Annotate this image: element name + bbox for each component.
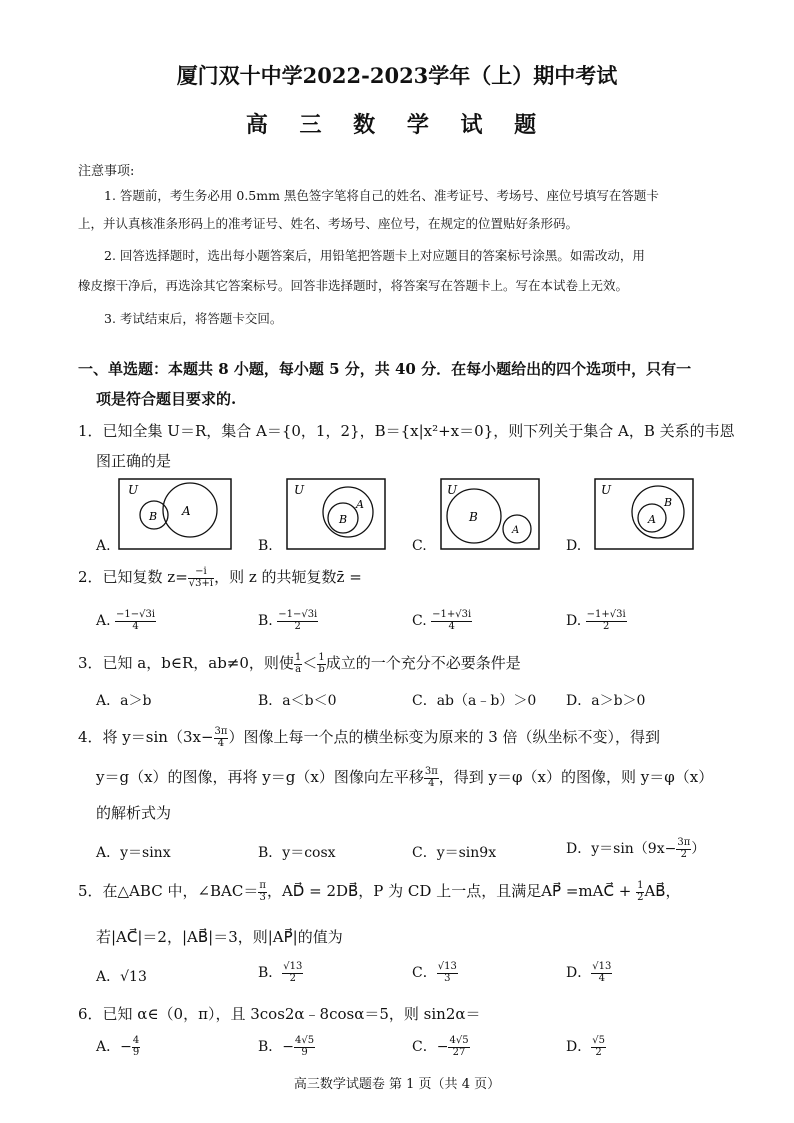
q6-c-den: 27 <box>452 1046 466 1058</box>
venn-c-u-label: U <box>447 483 458 497</box>
q3-stem <box>78 652 521 675</box>
q2-a-num: −1−√3i <box>116 609 156 620</box>
venn-diagram-b <box>286 478 386 550</box>
q2-stem <box>78 566 362 589</box>
exam-title: 厦门双十中学2022-2023学年（上）期中考试 <box>176 63 618 88</box>
venn-diagram-a <box>118 478 232 550</box>
q5-option-a-label: A． <box>96 969 121 985</box>
venn-b-b-label: B <box>339 513 348 526</box>
q6-option-d-fraction <box>591 1036 606 1058</box>
venn-c-b-label: B <box>469 510 478 524</box>
q4-option-b: B．y＝cosx <box>258 845 336 861</box>
q4-d-num: 3π <box>677 837 691 848</box>
q2-a-den: 4 <box>132 620 139 632</box>
q6-option-b-label: B．− <box>258 1039 295 1055</box>
q2-option-c <box>412 610 472 632</box>
q3-frac-2 <box>317 653 325 675</box>
q2-option-a <box>96 610 156 632</box>
q2-option-d-fraction <box>586 610 627 632</box>
q3-f1-den: a <box>295 663 302 675</box>
q4-line-1b: ）图像上每一个点的横坐标变为原来的 3 倍（纵坐标不变），得到 <box>228 728 661 746</box>
q4-frac-2 <box>424 767 439 789</box>
q5-option-c <box>412 962 458 984</box>
q6-a-num: 4 <box>132 1035 140 1046</box>
q5-f1-num: π <box>259 880 266 891</box>
q6-d-num: √5 <box>592 1035 605 1046</box>
venn-d-a-label: A <box>648 513 656 526</box>
notice-heading: 注意事项: <box>78 164 135 179</box>
q1-option-b-label: B. <box>258 538 273 554</box>
venn-d-b-label: B <box>664 496 673 509</box>
q5-line-1b: ，AD⃗ = 2DB⃗，P 为 CD 上一点，且满足AP⃗ =mAC⃗ + <box>266 882 637 900</box>
q5-option-d-fraction <box>591 962 612 984</box>
q4-line-1 <box>78 726 660 749</box>
q6-option-a-label: A．− <box>96 1039 132 1055</box>
q2-option-c-label: C. <box>412 613 427 629</box>
q3-f2-num: 1 <box>318 652 325 663</box>
q6-option-d-label: D． <box>566 1039 592 1055</box>
q5-f2-den: 2 <box>637 891 644 903</box>
q6-option-a <box>96 1036 140 1058</box>
q2-option-d <box>566 610 627 632</box>
q6-option-b <box>258 1036 315 1058</box>
q1-option-c-label: C. <box>412 538 427 554</box>
notice-line-2: 上，并认真核准条形码上的准考证号、姓名、考场号、座位号，在规定的位置贴好条形码。 <box>78 216 579 231</box>
q5-f1-den: 3 <box>259 891 266 903</box>
q2-d-num: −1+√3i <box>586 609 626 620</box>
q2-c-den: 4 <box>448 620 455 632</box>
q3-f1-num: 1 <box>294 652 302 663</box>
q5-line-1a: 5．在△ABC 中，∠BAC＝ <box>78 882 259 900</box>
q5-option-a-text: √13 <box>120 969 147 985</box>
q5-option-a <box>96 966 147 986</box>
q4-line-2a: y＝g（x）的图像，再将 y＝g（x）图像向左平移 <box>96 768 424 786</box>
q4-line-1a: 4．将 y＝sin（3x− <box>78 728 214 746</box>
q6-b-den: 9 <box>301 1046 308 1058</box>
q4-f1-den: 4 <box>217 737 225 749</box>
page-footer: 高三数学试题卷 第 1 页（共 4 页） <box>293 1077 501 1092</box>
venn-a-a-label: A <box>182 504 191 518</box>
q5-option-b <box>258 962 303 984</box>
q4-line-3: 的解析式为 <box>96 804 172 822</box>
q5-option-c-fraction <box>437 962 458 984</box>
notice-line-1: 1. 答题前，考生务必用 0.5mm 黑色签字笔将自己的姓名、准考证号、考场号、座位号填写在答题卡 <box>104 188 659 203</box>
q4-option-d-b: ） <box>691 841 706 857</box>
q4-f1-num: 3π <box>214 726 228 737</box>
q4-option-a: A．y＝sinx <box>96 845 171 861</box>
q3-option-b: B．a＜b＜0 <box>258 693 337 709</box>
q5-option-d-label: D． <box>566 965 592 981</box>
q2-d-den: 2 <box>602 620 610 632</box>
q5-option-b-fraction <box>282 962 303 984</box>
q2-option-b <box>258 610 318 632</box>
q5-b-num: √13 <box>283 961 303 972</box>
q6-d-den: 2 <box>595 1046 602 1058</box>
q2-option-d-label: D. <box>566 613 582 629</box>
q6-stem: 6．已知 α∈（0，π），且 3cos2α﹣8cosα＝5，则 sin2α＝ <box>78 1005 481 1023</box>
q2-b-den: 2 <box>294 620 301 632</box>
q3-stem-a: 3．已知 a，b∈R，ab≠0，则使 <box>78 654 294 672</box>
q5-option-c-label: C． <box>412 965 437 981</box>
q6-b-num: 4√5 <box>295 1035 315 1046</box>
q1-option-a-label: A. <box>96 538 111 554</box>
venn-a-b-label: B <box>149 510 158 523</box>
q5-frac-1 <box>258 881 267 903</box>
venn-b-u-label: U <box>294 483 305 497</box>
q2-z-num: −i <box>188 567 214 579</box>
q5-b-den: 2 <box>289 972 297 984</box>
venn-d-u-label: U <box>601 483 612 497</box>
q2-option-b-fraction <box>277 610 318 632</box>
q4-line-2b: ，得到 y＝φ（x）的图像，则 y＝φ（x） <box>438 768 714 786</box>
q5-line-1c: AB⃗， <box>644 882 681 900</box>
q2-z-den: √3+i <box>188 577 214 589</box>
q5-option-b-label: B． <box>258 965 283 981</box>
notice-line-4: 橡皮擦干净后，再选涂其它答案标号。回答非选择题时，将答案写在答题卡上。写在本试卷上无效。 <box>78 278 629 293</box>
q4-d-den: 2 <box>680 848 688 860</box>
q6-option-c <box>412 1036 470 1058</box>
q4-line-2 <box>96 766 713 789</box>
q3-lt: ＜ <box>302 654 318 672</box>
q2-option-b-label: B. <box>258 613 273 629</box>
q1-stem-cont: 图正确的是 <box>96 452 172 470</box>
section-heading-cont: 项是符合题目要求的. <box>96 390 237 408</box>
q3-option-a: A．a＞b <box>96 693 152 709</box>
q2-b-num: −1−√3i <box>278 609 318 620</box>
q5-d-num: √13 <box>592 961 612 972</box>
q4-frac-1 <box>214 727 229 749</box>
q5-c-num: √13 <box>437 961 457 972</box>
q2-option-a-fraction <box>115 610 156 632</box>
q1-option-d-label: D. <box>566 538 582 554</box>
q4-option-d-fraction <box>676 838 691 860</box>
venn-b-a-label: A <box>356 498 364 511</box>
q5-f2-num: 1 <box>637 880 644 891</box>
venn-diagram-d <box>594 478 694 550</box>
q6-option-c-fraction <box>448 1036 469 1058</box>
q1-stem: 1．已知全集 U＝R，集合 A＝{0，1，2}，B＝{x|x²+x＝0}，则下列关于集合 A，B 关系的韦恩 <box>78 422 735 440</box>
notice-line-5: 3. 考试结束后，将答题卡交回。 <box>104 311 283 326</box>
exam-subtitle: 高 三 数 学 试 题 <box>245 112 549 138</box>
q2-stem-b: ，则 z 的共轭复数z̄ = <box>214 568 362 586</box>
q5-c-den: 3 <box>444 972 451 984</box>
q6-option-a-fraction <box>132 1036 140 1058</box>
notice-line-3: 2. 回答选择题时，选出每小题答案后，用铅笔把答题卡上对应题目的答案标号涂黑。如需改动，用 <box>104 248 645 263</box>
q6-c-num: 4√5 <box>449 1035 469 1046</box>
venn-a-u-label: U <box>128 483 139 497</box>
q5-d-den: 4 <box>598 972 605 984</box>
venn-c-a-label: A <box>512 525 520 536</box>
q3-stem-b: 成立的一个充分不必要条件是 <box>325 654 521 672</box>
q4-option-d <box>566 838 705 860</box>
q4-option-d-a: D．y＝sin（9x− <box>566 841 677 857</box>
q3-option-d: D．a＞b＞0 <box>566 693 646 709</box>
q4-f2-num: 3π <box>424 766 438 777</box>
q5-option-d <box>566 962 612 984</box>
venn-diagram-c <box>440 478 540 550</box>
section-heading: 一、单选题：本题共 8 小题，每小题 5 分，共 40 分．在每小题给出的四个选项中，只有一 <box>78 360 692 378</box>
q5-line-1 <box>78 880 681 903</box>
q2-option-c-fraction <box>431 610 472 632</box>
q6-a-den: 9 <box>132 1046 140 1058</box>
q6-option-b-fraction <box>294 1036 315 1058</box>
q2-option-a-label: A. <box>96 613 111 629</box>
q3-option-c: C．ab（a﹣b）＞0 <box>412 693 537 709</box>
q4-option-c: C．y＝sin9x <box>412 845 497 861</box>
q3-f2-den: b <box>318 663 325 675</box>
q2-stem-a: 2．已知复数 z= <box>78 568 188 586</box>
q2-c-num: −1+√3i <box>432 609 472 620</box>
q5-line-2: 若|AC⃗|＝2，|AB⃗|＝3，则|AP⃗|的值为 <box>96 928 343 946</box>
q6-option-d <box>566 1036 606 1058</box>
q6-option-c-label: C．− <box>412 1039 449 1055</box>
q2-z-fraction <box>188 567 214 589</box>
q4-f2-den: 4 <box>428 777 435 789</box>
